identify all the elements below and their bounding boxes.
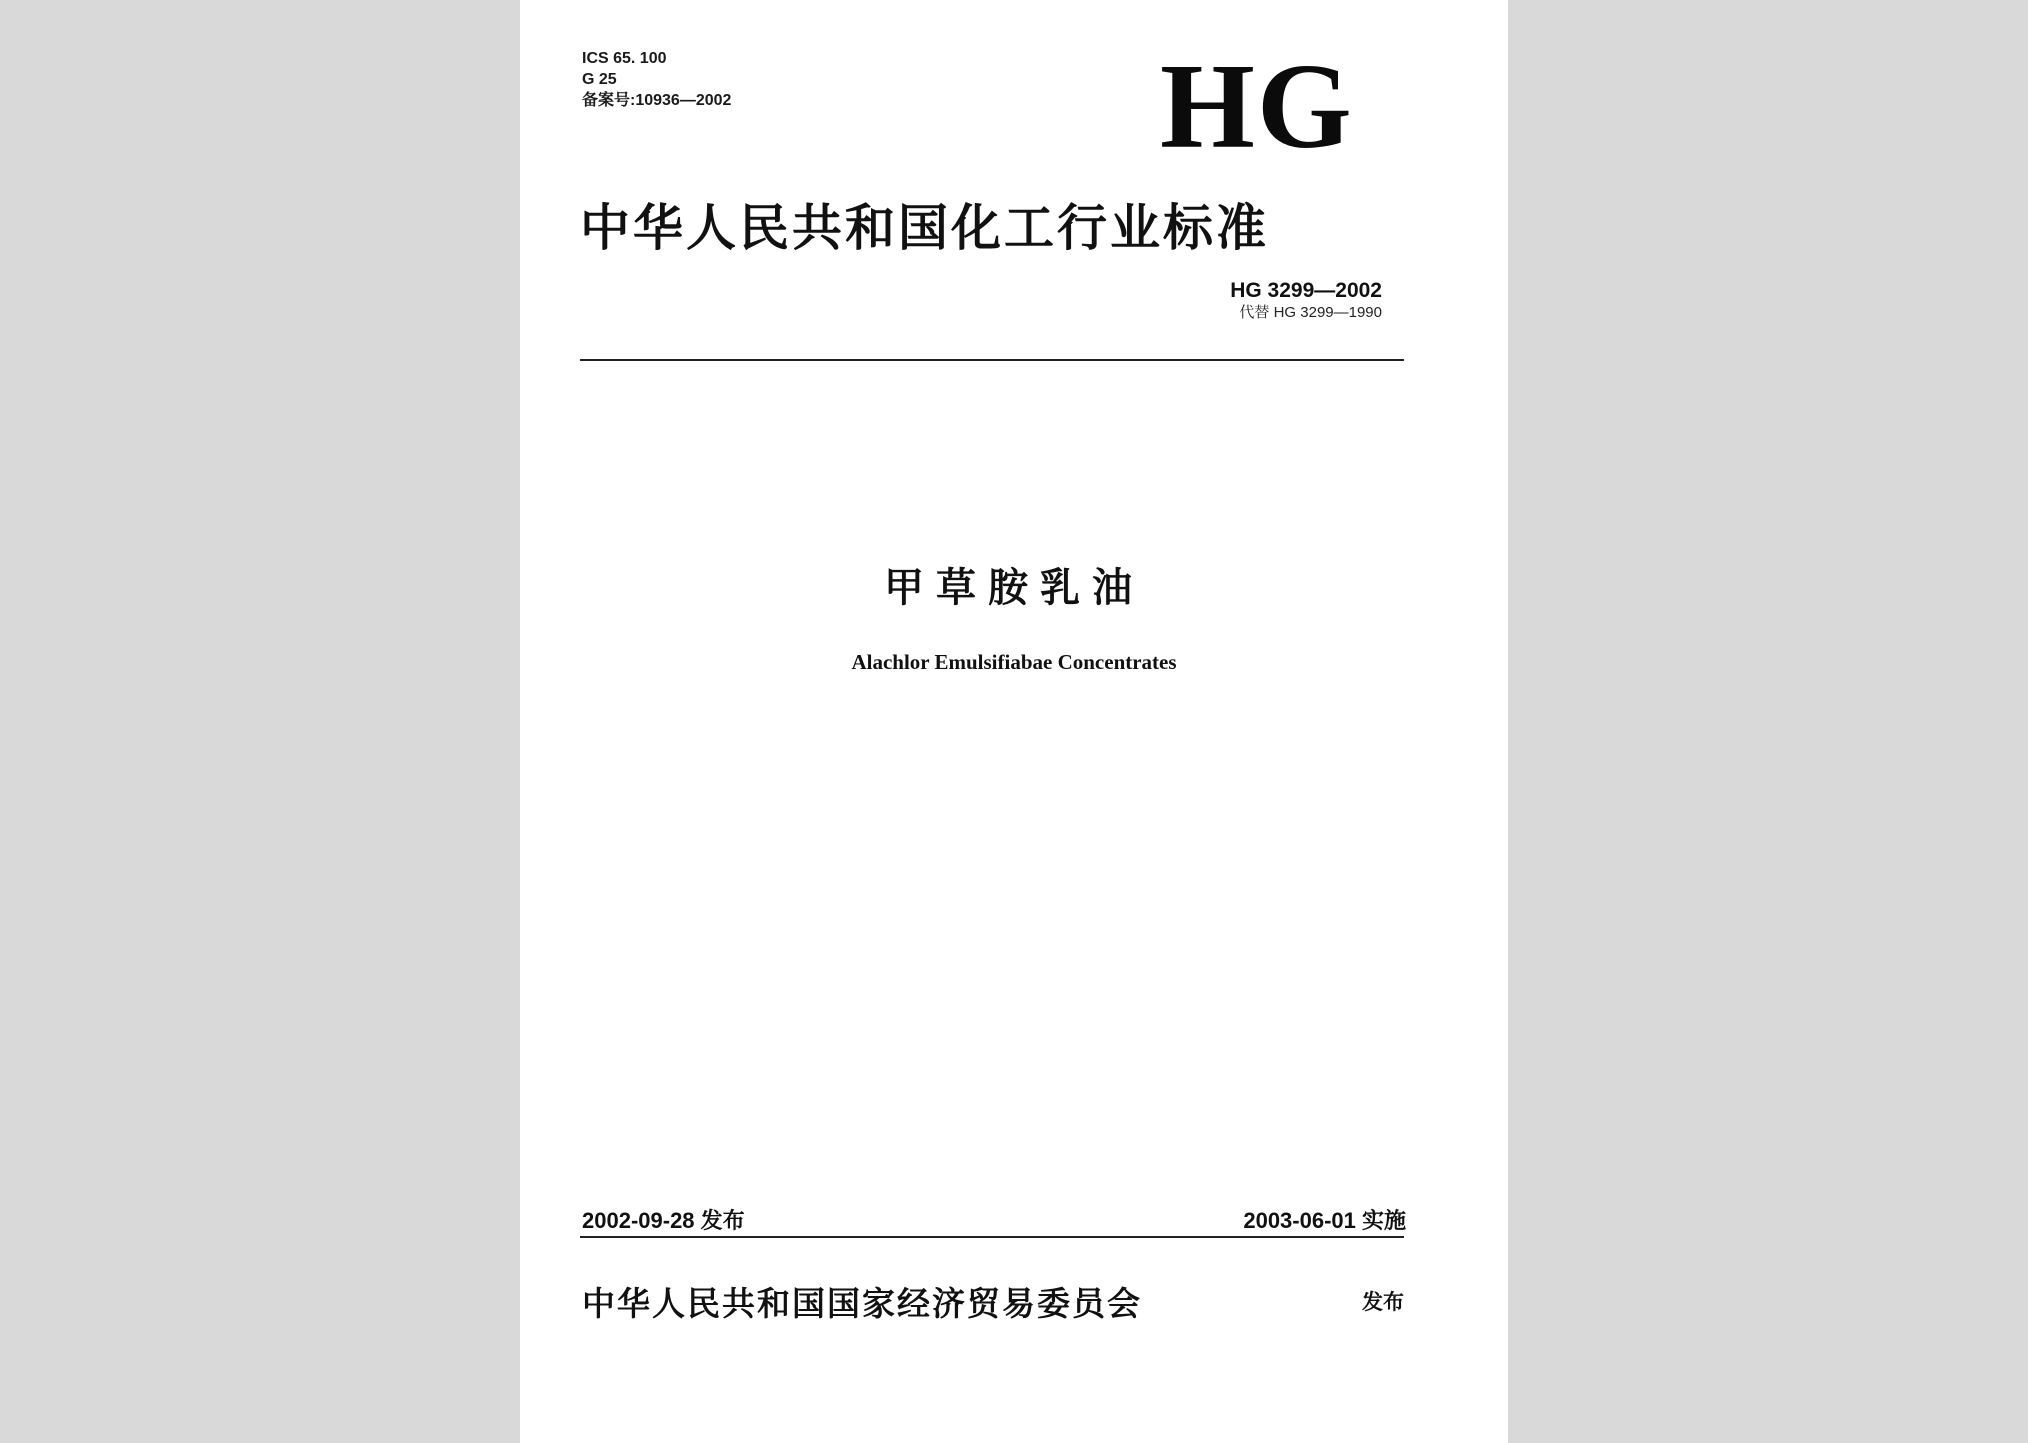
hg-logo: HG: [1160, 39, 1354, 174]
classification-block: [582, 48, 731, 111]
ccs-code: G 25: [582, 71, 617, 88]
implement-date: 2003-06-01 实施: [1243, 1208, 1406, 1233]
record-number: 备案号:10936—2002: [582, 92, 732, 109]
bottom-divider: [580, 1236, 1404, 1238]
document-page: [520, 0, 1508, 1443]
ics-code: ICS 65. 100: [582, 50, 667, 67]
standard-number: HG 3299—2002: [1230, 279, 1382, 302]
publisher-suffix: 发布: [1362, 1290, 1404, 1314]
top-divider: [580, 359, 1404, 361]
standard-title: 中华人民共和国化工行业标准: [580, 199, 1269, 257]
publisher: 中华人民共和国国家经济贸易委员会: [582, 1284, 1142, 1323]
document-title-cn: 甲草胺乳油: [884, 565, 1144, 611]
replaces-number: 代替 HG 3299—1990: [1239, 304, 1382, 321]
issue-date: 2002-09-28 发布: [582, 1208, 745, 1233]
document-title-en: Alachlor Emulsifiabae Concentrates: [851, 650, 1177, 674]
standard-number-block: [1230, 278, 1382, 322]
